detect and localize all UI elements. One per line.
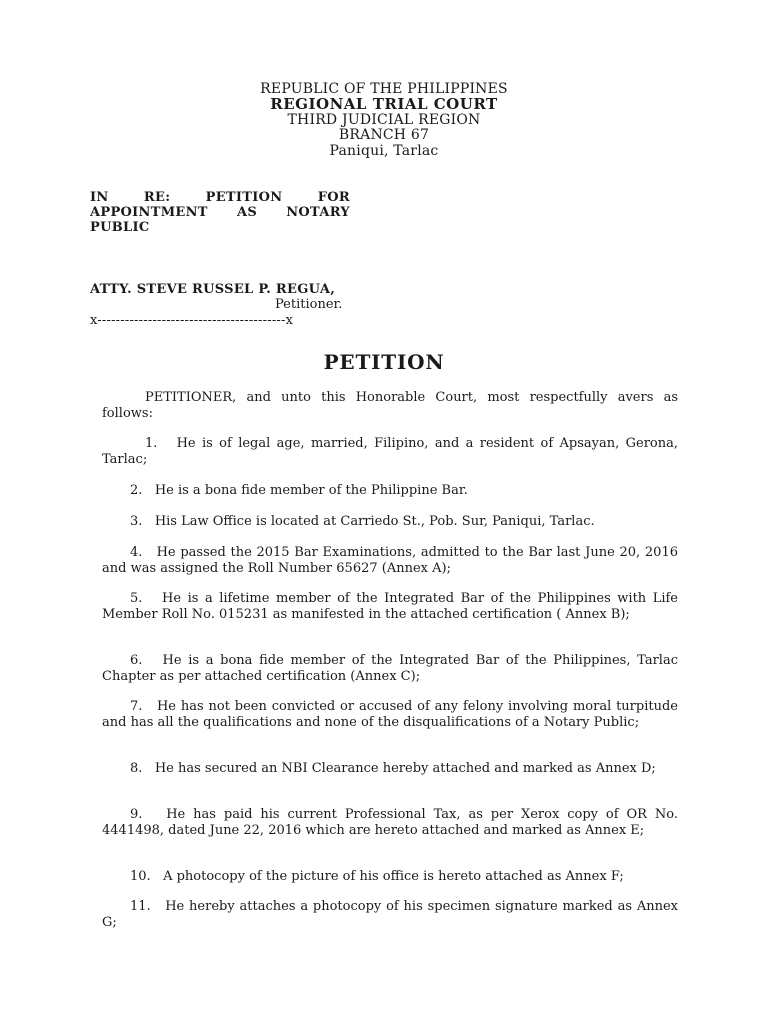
paragraph-7	[102, 699, 678, 730]
paragraph-text: His Law Office is located at Carriedo St., Pob. Sur, Paniqui, Tarlac.	[154, 514, 595, 529]
paragraph-6	[102, 653, 678, 684]
paragraph-8	[102, 761, 678, 777]
paragraph-number: 9.	[130, 807, 143, 822]
paragraph-text: He has not been convicted or accused of any felony involving moral turpitude and has all the qualifications and none of the disqualifications of a Notary Public;	[102, 699, 678, 730]
paragraph-text: He is a bona fide member of the Philippine Bar.	[154, 483, 468, 498]
caption-line-1: IN RE: PETITION FOR	[90, 190, 350, 205]
paragraph-number: 11.	[130, 899, 151, 914]
paragraph-text: He passed the 2015 Bar Examinations, admitted to the Bar last June 20, 2016 and was assigned the Roll Number 65627 (Annex A);	[102, 545, 678, 576]
paragraph-10	[102, 869, 678, 885]
header-republic: REPUBLIC OF THE PHILIPPINES	[260, 81, 508, 97]
paragraph-number: 10.	[130, 869, 151, 884]
caption-line-3: PUBLIC	[90, 220, 150, 235]
paragraph-text: He hereby attaches a photocopy of his specimen signature marked as Annex G;	[102, 899, 678, 930]
paragraph-number: 2.	[130, 483, 143, 498]
paragraph-number: 6.	[130, 653, 143, 668]
paragraph-number: 4.	[130, 545, 143, 560]
paragraph-number: 1.	[145, 436, 158, 451]
header-location: Paniqui, Tarlac	[329, 143, 439, 159]
paragraph-11	[102, 899, 678, 930]
petitioner-role: Petitioner.	[275, 297, 343, 312]
intro-paragraph: PETITIONER, and unto this Honorable Court, most respectfully avers as follows:	[102, 390, 678, 421]
paragraph-text: He is of legal age, married, Filipino, and a resident of Apsayan, Gerona, Tarlac;	[102, 436, 679, 467]
paragraph-5	[102, 591, 678, 622]
header-court: REGIONAL TRIAL COURT	[270, 95, 498, 113]
paragraph-number: 3.	[130, 514, 143, 529]
paragraph-number: 5.	[130, 591, 143, 606]
paragraph-number: 7.	[130, 699, 143, 714]
paragraph-text: He has secured an NBI Clearance hereby attached and marked as Annex D;	[154, 761, 656, 776]
paragraph-text: He has paid his current Professional Tax, as per Xerox copy of OR No. 4441498, dated June 22, 2016 which are hereto attached and marked as Annex E;	[102, 807, 678, 838]
header-branch: BRANCH 67	[338, 127, 430, 143]
paragraph-4	[102, 545, 678, 576]
paragraph-text: He is a lifetime member of the Integrated Bar of the Philippines with Life Member Roll No. 015231 as manifested in the attached certification ( Annex B);	[102, 591, 678, 622]
caption-divider: x-----------------------------------------x	[90, 313, 294, 328]
paragraph-1	[102, 436, 678, 467]
paragraph-3	[102, 514, 678, 530]
header-region: THIRD JUDICIAL REGION	[287, 112, 481, 128]
caption-line-2: APPOINTMENT AS NOTARY	[90, 205, 350, 220]
document-title: PETITION	[323, 350, 445, 374]
paragraph-number: 8.	[130, 761, 143, 776]
paragraph-9	[102, 807, 678, 838]
petitioner-name: ATTY. STEVE RUSSEL P. REGUA,	[90, 282, 336, 297]
case-caption	[90, 190, 350, 235]
paragraph-2	[102, 483, 678, 499]
paragraph-text: He is a bona fide member of the Integrated Bar of the Philippines, Tarlac Chapter as per attached certification (Annex C);	[102, 653, 678, 684]
paragraph-text: A photocopy of the picture of his office is hereto attached as Annex F;	[163, 869, 624, 884]
